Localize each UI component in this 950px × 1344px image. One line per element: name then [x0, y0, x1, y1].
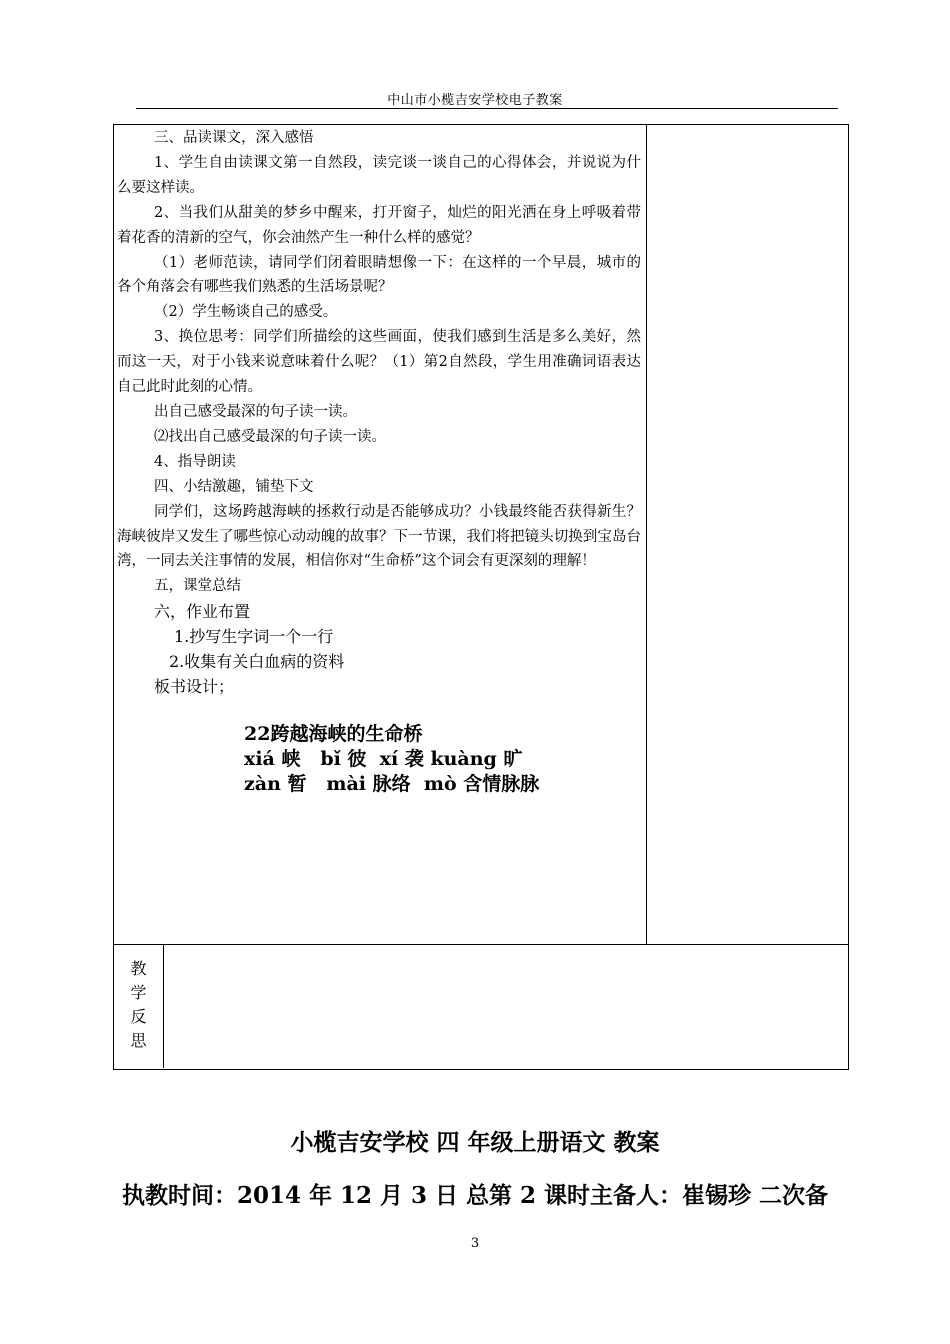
step-3-2: ⑵找出自己感受最深的句子读一读。: [154, 428, 386, 445]
board-line-1: xiá 峡 bǐ 彼 xí 袭 kuàng 旷: [244, 748, 523, 770]
section-heading-5: 五，课堂总结: [154, 578, 241, 595]
step-2-2: （2）学生畅谈自己的感受。: [154, 304, 338, 321]
board-title: 22跨越海峡的生命桥: [244, 723, 423, 745]
footer-title: 小榄吉安学校 四 年级上册语文 教案: [290, 1129, 660, 1156]
page-number: 3: [470, 1236, 480, 1251]
reflection-char-3: 反: [130, 1007, 147, 1026]
step-2: 2、当我们从甜美的梦乡中醒来，打开窗子，灿烂的阳光洒在身上呼吸着带着花香的清新的空气，你会油然产生一种什么样的感觉？: [117, 204, 641, 246]
step-2-1: （1）老师范读，请同学们闭着眼睛想像一下：在这样的一个早晨，城市的各个角落会有哪些我们熟悉的生活场景呢？: [117, 254, 641, 296]
step-3: 3、换位思考：同学们所描绘的这些画面，使我们感到生活是多么美好，然而这一天，对于小钱来说意味着什么呢？（1）第2自然段，学生用准确词语表达自己此时此刻的心情。: [117, 329, 641, 396]
board-design-heading: 板书设计；: [154, 677, 235, 697]
board-design: [244, 722, 539, 797]
reflection-cell: [113, 944, 849, 1070]
lesson-body: [117, 126, 641, 699]
homework-item-2: 2.收集有关白血病的资料: [169, 652, 345, 672]
reflection-char-4: 思: [130, 1031, 147, 1050]
homework-heading: 六，作业布置: [154, 602, 251, 622]
summary-paragraph: 同学们，这场跨越海峡的拯救行动是否能够成功？小钱最终能否获得新生？海峡彼岸又发生了哪些惊心动动魄的故事？下一节课，我们将把镜头切换到宝岛台湾，一同去关注事情的发展，相信你对“生命桥”这个词会有更深刻的理解！: [117, 503, 641, 570]
homework-item-1: 1.抄写生字词一个一行: [174, 627, 334, 647]
reflection-label: [114, 957, 163, 1053]
reflection-char-2: 学: [130, 983, 147, 1002]
document-header: 中山市小榄吉安学校电子教案: [387, 93, 563, 108]
board-line-2: zàn 暂 mài 脉络 mò 含情脉脉: [244, 773, 540, 795]
step-3-note: 出自己感受最深的句子读一读。: [154, 403, 357, 420]
header-rule: [136, 108, 838, 109]
step-1: 1、学生自由读课文第一自然段，读完谈一谈自己的心得体会，并说说为什么要这样读。: [117, 154, 641, 196]
section-heading-3: 三、品读课文，深入感悟: [154, 130, 314, 146]
notes-column-divider: [646, 124, 647, 944]
footer-info: 执教时间：2014 年 12 月 3 日 总第 2 课时主备人：崔锡珍 二次备: [121, 1182, 829, 1209]
step-4: 4、指导朗读: [154, 453, 236, 470]
section-heading-4: 四、小结激趣，铺垫下文: [154, 478, 314, 495]
reflection-char-1: 教: [130, 959, 147, 978]
reflection-divider: [163, 944, 164, 1068]
